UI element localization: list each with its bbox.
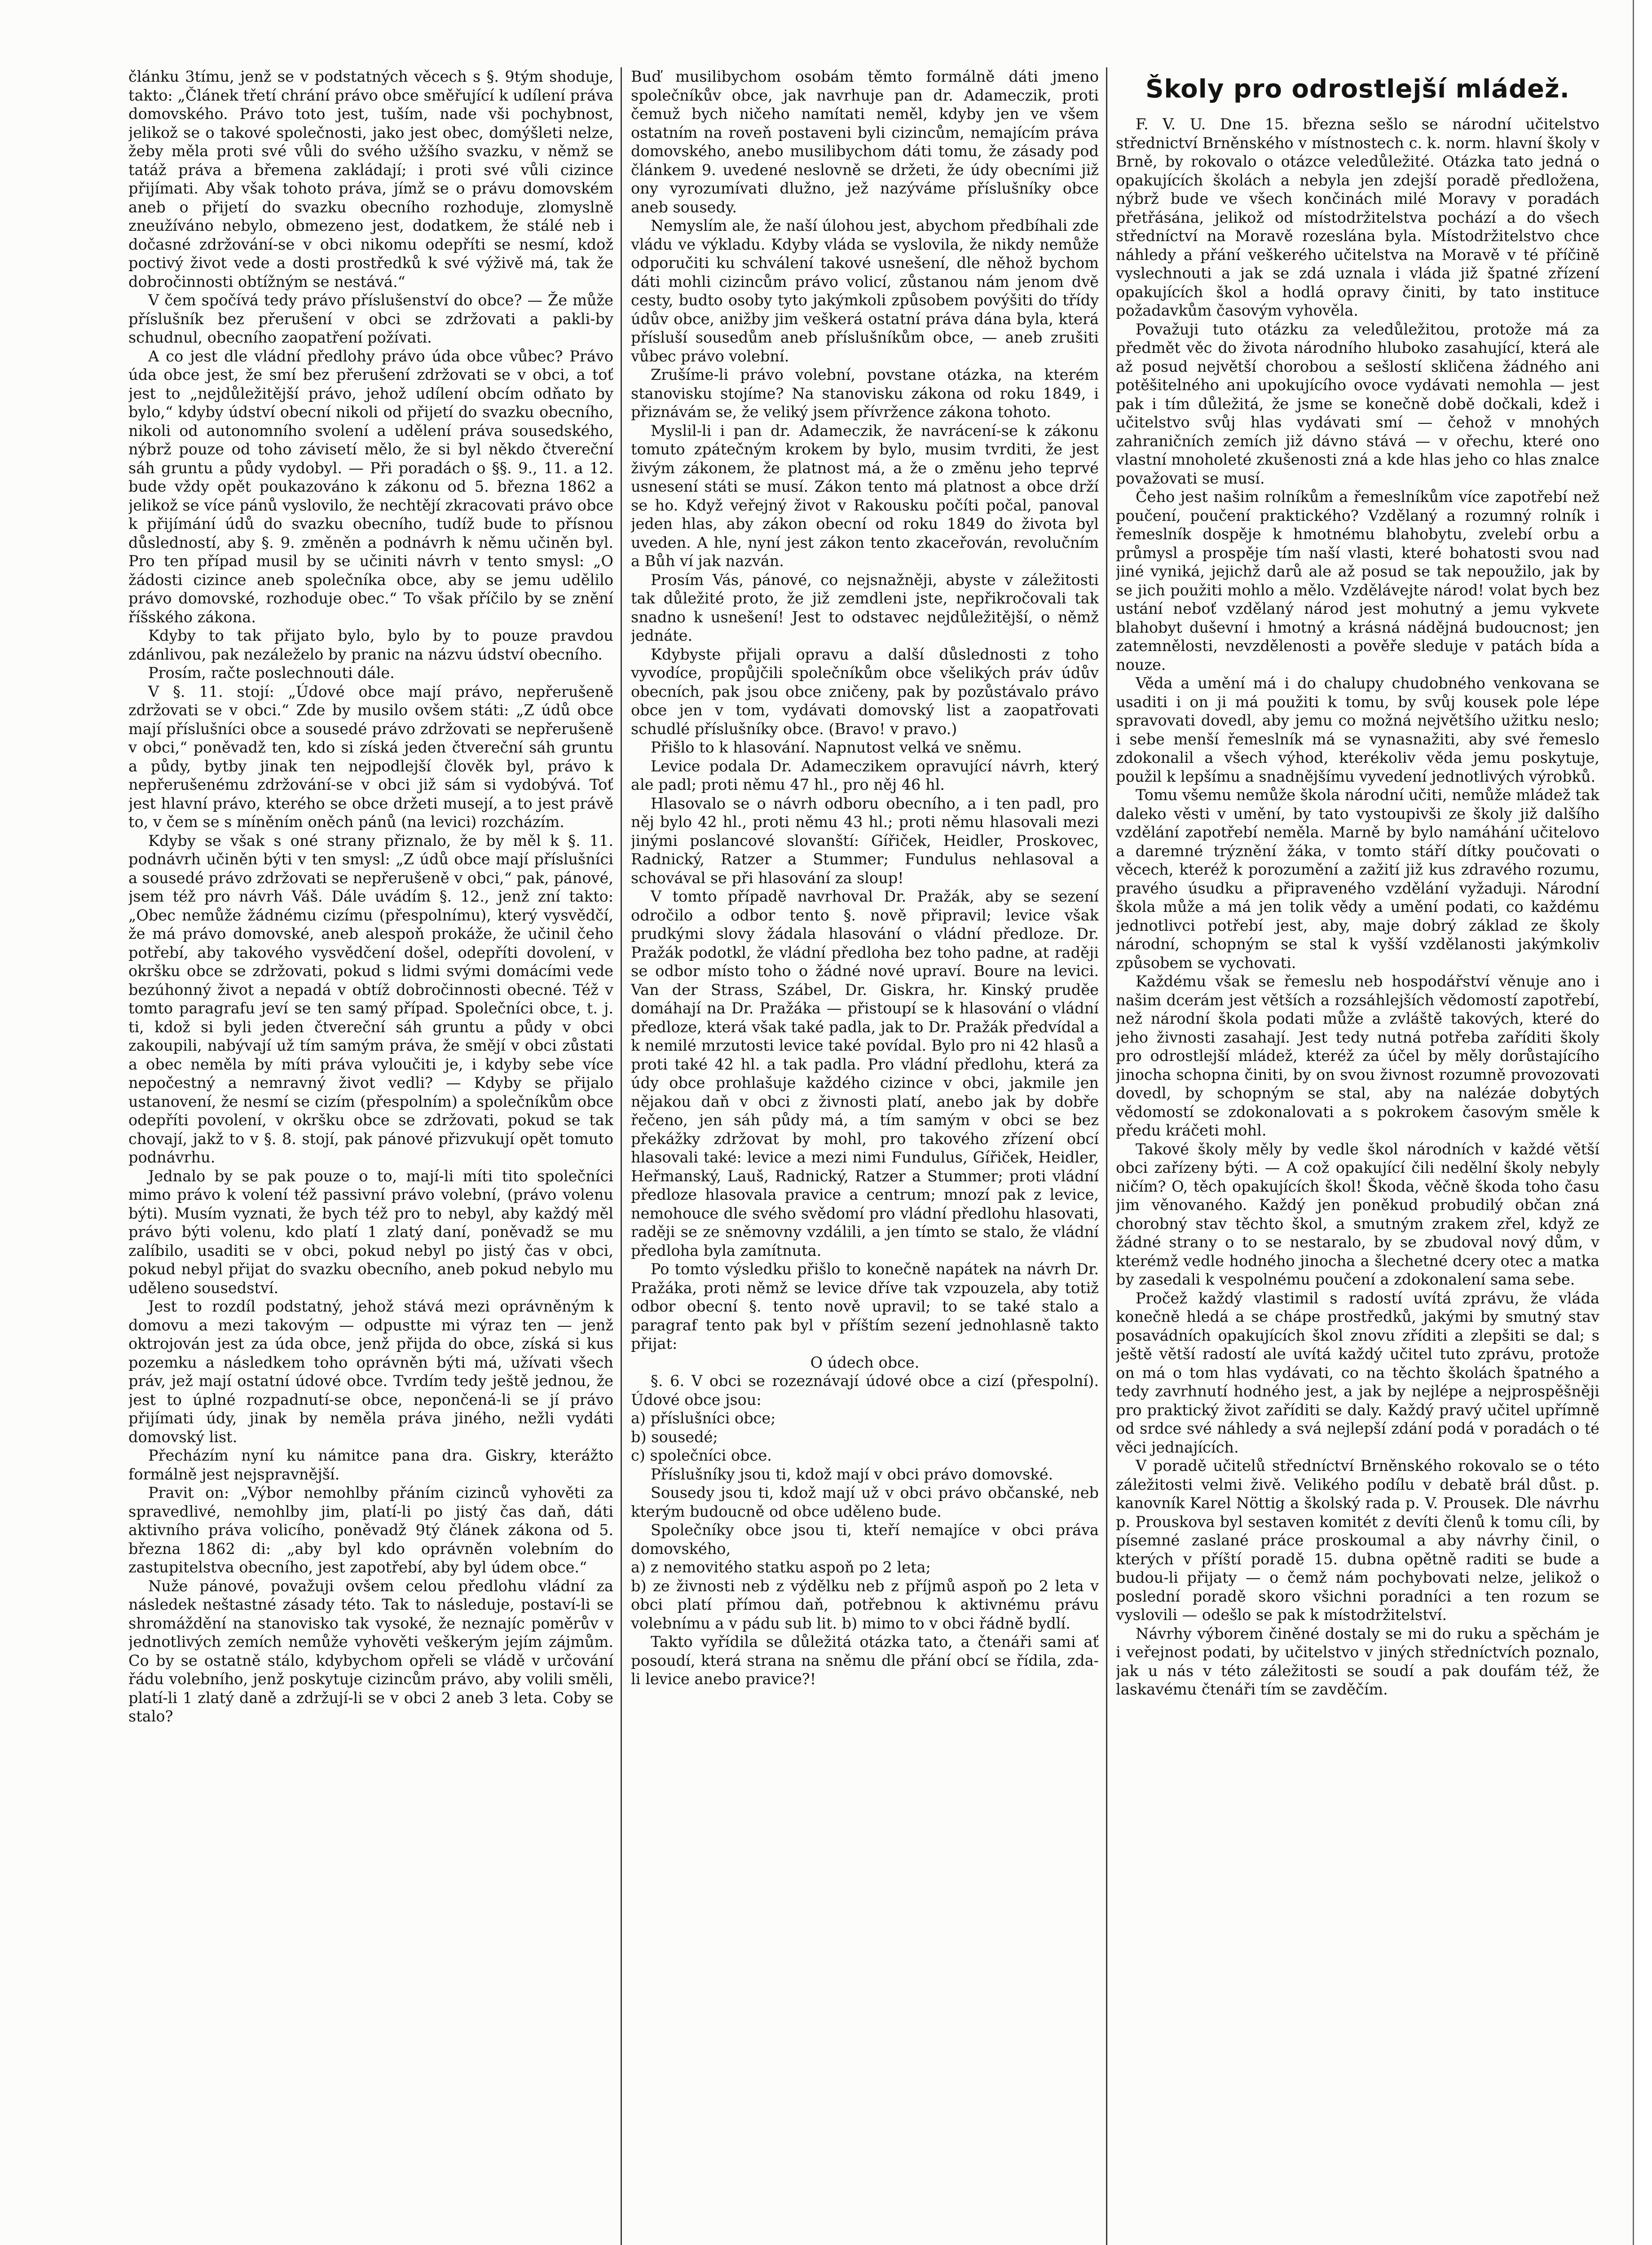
column-left (128, 67, 613, 2245)
paragraph: Čeho jest našim rolníkům a řemeslníkům více zapotřebí než poučení, poučení praktického? Vzdělaný a rozumný rolník i řemeslník dospěje k hmotnému blahobytu, zvelebí orbu a průmysl a prospěje tím naší vlasti, které bohatosti svou nad jiné vyniká, jejichž darů ale až posud se tak nepoužilo, jak by se jich použiti mohlo a mělo. Vzdělávejte národ! volat bych bez ustání neboť vzdělaný národ jest mohutný a jemu vykvete blahobyt duševní i hmotný a krásná nádějná budoucnost; jen zatemnělosti, nevzdělenosti a pověře sleduje v patách bída a nouze. (1116, 488, 1599, 674)
paragraph: Prosím Vás, pánové, co nejsnažněji, abyste v záležitosti tak důležité proto, že již zemdleni jste, nepřikročovali tak snadno k usnešení! Jest to odstavec nejdůležitější, o němž jednáte. (631, 571, 1099, 644)
page-edge (1633, 0, 1652, 2245)
paragraph: Myslil-li i pan dr. Adameczik, že navrácení-se k zákonu tomuto zpátečným krokem by bylo, musim tvrditi, že jest živým zákonem, že platnost má, a že o změnu jeho teprvé usnesení státi se musí. Zákon tento má platnost a obce drží se ho. Když veřejný život v Rakousku počíti počal, panoval jeden hlas, aby zákon obecní od roku 1849 do života byl uveden. A hle, nyní jest zákon tento zkaceřován, revolučním a Bůh ví jak nazván. (631, 422, 1099, 570)
paragraph: V poradě učitelů středníctví Brněnského rokovalo se o této záležitosti velmi živě. Velikého podílu v debatě brál důst. p. kanovník Karel Nöttig a školský rada p. V. Prousek. Dle návrhu p. Prouskova byl sestaven komitét z devíti členů k tomu cíli, by písemné zaslané práce proskoumal a aby návrhy činil, o kterých v příští poradě 15. dubna opětně raditi se bude a budou-li přijaty — o čemž nám pochybovati nelze, jelikož o poslední poradě skoro všichni poradníci a ten rozum se vyslovili — odešlo se pak k místodržitelství. (1116, 1457, 1599, 1624)
column-rule (1106, 67, 1107, 2245)
paragraph: Příslušníky jsou ti, kdož mají v obci právo domovské. (651, 1465, 1053, 1483)
paragraph: §. 6. V obci se rozeznávají údové obce a cizí (přespolní). Údové obce jsou: (631, 1372, 1099, 1409)
article-heading: Školy pro odrostlejší mládež. (1145, 75, 1570, 104)
paragraph: Věda a umění má i do chalupy chudobného venkovana se usaditi i on ji má použiti k tomu, by svůj kousek pole lépe spravovati dovedl, aby jemu co možná největšího užitku neslo; i sebe menší řemeslník má se vynasnažiti, aby své řemeslo zdokonalil a všech výhod, kterékoliv věda jemu poskytuje, použil k lepšímu a snadnějšímu vyvedení jednotlivých výrobků. (1116, 674, 1599, 785)
paragraph: F. V. U. Dne 15. března sešlo se národní učitelstvo střednictví Brněnského v místnostech c. k. norm. hlavní školy v Brně, by rokovalo o otázce veledůležité. Otázka tato jedná o opakujících školách a nebyla jen zdejší poradě předložena, nýbrž bude ve všech končinách milé Moravy v poradách přetřásána, jelikož od místodržitelstva pochází a do všech středníctví na Moravě rozeslána byla. Místodržitelstvo chce náhledy a přání veškerého učitelstva na Moravě v té příčině vyslechnouti a jak se zdá uznala i vláda již špatné zřízení opakujících škol a hodlá opravy činiti, by tato instituce požadavkům časovým vyhověla. (1116, 115, 1599, 319)
paragraph: Kdybyste přijali opravu a další důslednosti z toho vyvodíce, propůjčili společníkům obce všelikých práv údův obecních, pak jsou obce zničeny, pak by pozůstávalo právo obce jen v tom, vydávati domovský list a zaopatřovati schudlé příslušníky obce. (Bravo! v pravo.) (631, 645, 1099, 738)
paragraph: Nuže pánové, považuji ovšem celou předlohu vládní za následek neštastné zásady této. Tak to následuje, postaví-li se shromáždění na stanovisko tak vysoké, že neznajíc poměrův v jednotlivých zemích nemůže vyhověti veškerým jejím zájmům. Co by se ostatně stálo, kdybychom opřeli se vládě v určování řádu volebního, jenž poskytuje cizincům právo, aby volili směli, platí-li 1 zlatý daně a zdržují-li se v obci 2 aneb 3 leta. Coby se stalo? (128, 1577, 613, 1725)
list-item: a) příslušníci obce; (631, 1409, 776, 1427)
section-title: O údech obce. (810, 1353, 920, 1371)
paragraph: Společníky obce jsou ti, kteří nemajíce v obci práva domovského, (631, 1521, 1099, 1558)
list-item: b) sousedé; (631, 1428, 718, 1446)
column-rule (621, 67, 622, 2245)
paragraph: Považuji tuto otázku za veledůležitou, protože má za předmět věc do života národního hluboko zasahující, která ale až posud největší chorobou a sešlostí skličena žádného ani potěšitelného ani upokujícího ovoce vydávati nemohla — jest pak i tím důležitá, že jsme se konečně době dočkali, kdež i učitelstvo svůj hlas vydávati smí — čehož v mnohých zahraničních zemích již dávno stává — v ořechu, které ono vlastní mnoholeté zkušenosti zná a kde hlas jeho co hlas znalce považovati se musí. (1116, 320, 1599, 487)
paragraph: Jest to rozdíl podstatný, jehož stává mezi oprávněným k domovu a mezi takovým — odpustte mi výraz ten — jenž oktrojován jest za úda obce, jenž přijda do obce, získá si kus pozemku a následkem toho oprávněn býti má, užívati všech práv, jež mají ostatní údové obce. Tvrdím tedy ještě jednou, že jest to úplné rozpadnutí-se obce, nepončená-li se jí právo přijímati údy, jinak by neměla práva jiného, nežli vydáti domovský list. (128, 1298, 613, 1446)
paragraph: článku 3tímu, jenž se v podstatných věcech s §. 9tým shoduje, takto: „Článek třetí chrání právo obce směřující k udílení práva domovského. Právo toto jest, tuším, nade vši pochybnost, jelikož se o takové společnosti, jako jest obec, domýšleti nelze, žeby měla proti své vůli do svého užšího svazku, v němž se tatáž práva a břemena zakládají; i proti své vůli cizince přijímati. Aby však tohoto práva, jímž se o právu domovském aneb o přijetí do svazku obecního rozhoduje, zlomyslně zneužíváno nebylo, obmezeno jest, dodatkem, že stálé neb i dočasné zdržování-se v obci nikomu odepříti se nesmí, kdož poctivý život vede a dosti prostředků k své výživě má, tak že dobročinnosti obtížným se nestává.“ (128, 68, 613, 291)
paragraph: V tomto případě navrhoval Dr. Pražák, aby se sezení odročilo a odbor tento §. nově připravil; levice však prudkými slovy žádala hlasování o vládní předloze. Dr. Pražák podotkl, že vládní předloha bez toho padne, at raději se odbor místo toho o žádné nové upraví. Boure na levici. Van der Strass, Szábel, Dr. Giskra, hr. Kinský pruděe domáhají na Dr. Pražáka — přistoupí se k hlasování o vládní předloze, která však také padla, jak to Dr. Pražák předvídal a k nemilé mrzutosti levice také povídal. Bylo pro ni 42 hlasů a proti také 42 hl. a tak padla. Pro vládní předlohu, která za údy obce prohlašuje každého cizince v obci, jakmile jen nějakou daň v obci z živnosti platí, anebo jak by dobře řečeno, jen sáh půdy má, a tím samým v obci se bez překážky zdržovat by mohl, pro takového zřízení obcí hlasovali také: levice a mezi nimi Fundulus, Gířiček, Heidler, Heřmanský, Lauš, Radnický, Ratzer a Stummer; proti vládní předloze hlasovala pravice a centrum; mnozí pak z levice, nemohouce dle svého svědomí pro vládní předlohu hlasovati, raději se ze sněmovny vzdálili, a jen tímto se stalo, že vládní předloha byla zamítnuta. (631, 888, 1099, 1259)
paragraph: Návrhy výborem činěné dostaly se mi do ruku a spěchám je i veřejnost podati, by učitelstvo v jiných středníctvích poznalo, jak u nás v této záležitosti se soudí a pak doufám též, že laskavému čtenáři tím se zavděčím. (1116, 1624, 1599, 1698)
paragraph: Každému však se řemeslu neb hospodářství věnuje ano i našim dcerám jest větších a rozsáhlejších vědomostí zapotřebí, než národní škola podati může a zvláště takových, které do jeho živnosti zasahají. Jest tedy nutná potřeba zaříditi školy pro odrostlejší mládež, kteréž za účel by měly dorůstajícího jinocha schopna činiti, by on svou živnost rozumně provozovati dovedl, by schopným se stal, aby na nalézáe dobytých vědomostí se zdokonalovati a s pokrokem časovým směle k předu kráčeti mohl. (1116, 973, 1599, 1139)
paragraph: Jednalo by se pak pouze o to, mají-li míti tito společníci mimo právo k volení též passivní právo volební, (právo volenu býti). Musím vyznati, že bych též pro to nebyl, aby každý měl právo býti volenu, kdo platí 1 zlatý daní, poněvadž se mu zalíbilo, usaditi se v obci, pokud nebyl po jistý čas v obci, pokud nebyl přijat do svazku obecního, aneb pokud nebylo mu uděleno sousedství. (128, 1167, 613, 1297)
paragraph: Prosím, račte poslechnouti dále. (148, 664, 395, 682)
paragraph: Kdyby se však s oné strany přiznalo, že by měl k §. 11. podnávrh učiněn býti v ten smysl: „Z údů obce mají příslušníci a sousedé právo zdržovati se nepřerušeně v obci,“ pak, pánové, jsem též pro návrh Váš. Dále uvádím §. 12., jenž zní takto: „Obec nemůže žádnému cizímu (přespolnímu), který vysvědčí, že má právo domovské, aneb alespoň prokáže, že učinil čeho potřebí, aby takového vysvědčení došel, odepříti dovolení, v okršku obce se zdržovati, pokud s lidmi svými domácími vede bezúhonný život a nepadá v obtíž dobročinnosti obecné. Též v tomto paragrafu jeví se ten samý případ. Společníci obce, t. j. ti, kdož si byli jeden čtvereční sáh gruntu a půdy v obci zakoupili, nabývají už tím samým práva, že smějí v obci zůstati a obec neměla by míti práva vyloučiti je, i kdyby sebe více nepočestný a nemravný život vedli? — Kdyby se přijalo ustanovení, že nesmí se cizím (přespolním) a společníkům obce odepříti povolení, v okršku obce se zdržovati, pokud se tak chovají, jakž to v §. 8. stojí, pak pánové přizvukují opět tomuto podnávrhu. (128, 832, 613, 1166)
list-item: c) společníci obce. (631, 1447, 772, 1464)
paragraph: Takové školy měly by vedle škol národních v každé větší obci zařízeny býti. — A což opakující čili nedělní školy nebyly ničím? O, těch opakujících škol! Škoda, věčně škoda toho času jim věnovaného. Každý jen poněkud probudilý občan zná chorobný stav těchto škol, a smutným zrakem zřel, když ze žádné strany o to se nestaralo, by se zbudoval nový dům, v kterémž vedle hodného jinocha a šlechetné dcery otec a matka by zasedali k vespolnému poučení a zdokonalení sama sebe. (1116, 1140, 1599, 1288)
paragraph: Zrušíme-li právo volební, povstane otázka, na kterém stanovisku stojíme? Na stanovisku zákona od roku 1849, i přiznávám se, že veliký jsem přívržence zákona tohoto. (631, 366, 1099, 421)
paragraph: Kdyby to tak přijato bylo, bylo by to pouze pravdou zdánlivou, pak nezáleželo by pranic na názvu údství obecního. (128, 627, 613, 663)
paragraph: V §. 11. stojí: „Údové obce mají právo, nepřerušeně zdržovati se v obci.“ Zde by musilo ovšem státi: „Z údů obce mají příslušníci obce a sousedé právo zdržovati se nepřerušeně v obci,“ poněvadž ten, kdo si získá jeden čtvereční sáh gruntu a půdy, bytby jinak ten nejpodlejší člověk byl, právo k nepřerušenému zdržování-se v obci již sám si vydobývá. Toť jest hlavní právo, kterého se obce držeti musejí, a to jest právě to, v čem se s míněním oněch pánů (na levici) rozcházím. (128, 682, 613, 831)
paragraph: Tomu všemu nemůže škola národní učiti, nemůže mládež tak daleko věsti v umění, by tato vystoupivši ze školy již dalšího vzdělání zapotřebí neměla. Marně by bylo namáhání učitelovo a daremné trýznění žáka, v tomto stáří dítky poučovati o věcech, kteréž k porozumění a zažití již kus zdravého rozumu, pravého úsudku a připraveného vzdělání vyžaduji. Národní škola může a má jen tolik vědy a umění podati, co každému jednotlivci potřebí jest, aby, maje dobrý základ ze školy národní, schopným se stal k vyšší vzdělanosti jakýmkoliv způsobem se vychovati. (1116, 786, 1599, 972)
paragraph: Pročež každý vlastimil s radostí uvítá zprávu, že vláda konečně hledá a se chápe prostředků, jakými by smutný stav posavádních opakujících škol znovu zříditi a zlepšiti se dal; s ještě větší radostí ale uvítá každý učitel tuto zprávu, protože on má o tom hlas vydávati, co na těchto školách špatného a tedy zavrhnutí hodného jest, a jak by nejlépe a nejprospěšněji pro praktický život zaříditi se daly. Každý pravý učitel upřímně od srdce své náhledy a svá nejlepší zdání podá v poradách o té věci jednajících. (1116, 1289, 1599, 1456)
paragraph: V čem spočívá tedy právo příslušenství do obce? — Že může příslušník bez přerušení v obci se zdržovati a pakli-by schudnul, obecního zaopatření požívati. (128, 291, 613, 346)
column-middle (631, 67, 1099, 2245)
paragraph: Buď musilibychom osobám těmto formálně dáti jmeno společníkův obce, jak navrhuje pan dr. Adameczik, proti čemuž bych ničeho namítati neměl, kdyby jen ve všem ostatním na roveň postaveni byli cizincům, nemajícím práva domovského, anebo musilibychom dáti tomu, že zásady pod článkem 9. uvedené neslovně se držeti, že údy obecními již ony vyrozumívati dlužno, jež nazýváme příslušníky obce aneb sousedy. (631, 68, 1099, 216)
paragraph: Po tomto výsledku přišlo to konečně napátek na návrh Dr. Pražáka, proti němž se levice dříve tak vzpouzela, aby totiž odbor obecní §. tento nově upravil; to se také stalo a paragraf tento pak byl v příštím sezení jednohlasně takto přijat: (631, 1260, 1099, 1352)
list-item: a) z nemovitého statku aspoň po 2 leta; (631, 1558, 931, 1576)
paragraph: Hlasovalo se o návrh odboru obecního, a i ten padl, pro něj bylo 42 hl., proti němu 43 hl.; proti němu hlasovali mezi jinými poslancové slovanští: Gířiček, Heidler, Proskovec, Radnický, Ratzer a Stummer; Fundulus nehlasoval a schovával se při hlasování za sloup! (631, 794, 1099, 887)
paragraph: Přišlo to k hlasování. Napnutost velká ve sněmu. (651, 739, 1022, 756)
paragraph: Přecházím nyní ku námitce pana dra. Giskry, kterážto formálně jest nejspravnější. (128, 1447, 613, 1483)
paragraph: Sousedy jsou ti, kdož mají už v obci právo občanské, neb kterým budoucně od obce uděleno bude. (631, 1484, 1099, 1520)
paragraph: Nemyslím ale, že naší úlohou jest, abychom předbíhali zde vládu ve výkladu. Kdyby vláda se vyslovila, že nikdy nemůže odporučiti ku schválení takové usnešení, dle něhož bychom dáti mohli cizincům právo volicí, zůstanou nám jenom dvě cesty, budto osoby tyto jakýmkoli způsobem povýšiti do třídy údův obce, anižby jim veškerá ostatní práva dána byla, která přísluší sousedům aneb příslušníkům obce, — aneb zrušiti vůbec právo volební. (631, 217, 1099, 365)
paragraph: Takto vyřídila se důležitá otázka tato, a čtenáři sami ať posoudí, která strana na sněmu dle přání obcí se řídila, zda-li levice anebo pravice?! (631, 1633, 1099, 1688)
paragraph: Levice podala Dr. Adameczikem opravující návrh, který ale padl; proti němu 47 hl., pro něj 46 hl. (631, 757, 1099, 793)
paragraph: Pravit on: „Výbor nemohlby přáním cizinců vyhověti za spravedlivé, nemohlby jim, platí-li po jistý čas daň, dáti aktivního práva volicího, poněvadž 9tý článek zákona od 5. března 1862 di: „aby byl kdo oprávněn volebním do zastupitelstva obecního, jest zapotřebí, aby byl údem obce.“ (128, 1484, 613, 1576)
list-item: b) ze živnosti neb z výdělku neb z příjmů aspoň po 2 leta v obci platí přímou daň, potřebnou k aktivnému právu volebnímu a v pádu sub lit. b) mimo to v obci řádně bydlí. (631, 1577, 1099, 1632)
column-right (1116, 67, 1599, 2245)
paragraph: A co jest dle vládní předlohy právo úda obce vůbec? Právo úda obce jest, že smí bez přerušení zdržovati se v obci, a toť jest to „nejdůležitější právo, jehož udílení obcím odňato by bylo,“ kdyby údství obecní nikoli od přijetí do svazku obecního, nikoli od autonomního svolení a udělení práva sousedského, nýbrž pouze od toho závisetí mělo, že si byl někdo čtvereční sáh gruntu a půdy vydobyl. — Při poradách o §§. 9., 11. a 12. bude vždy opět poukazováno k zákonu od 5. března 1862 a jelikož se více pánů vyslovilo, že nechtějí zkracovati právo obce k přijímání údů do svazku obecního, tudíž bude to přísnou důsledností, aby §. 9. změněn a podnávrh k němu učiněn byl. Pro ten případ musil by se učiniti návrh v tento smysl: „O žádosti cizince aneb společníka obce, aby se jemu udělilo právo domovské, rozhoduje obec.“ To však příčilo by se znění říšského zákona. (128, 347, 613, 626)
